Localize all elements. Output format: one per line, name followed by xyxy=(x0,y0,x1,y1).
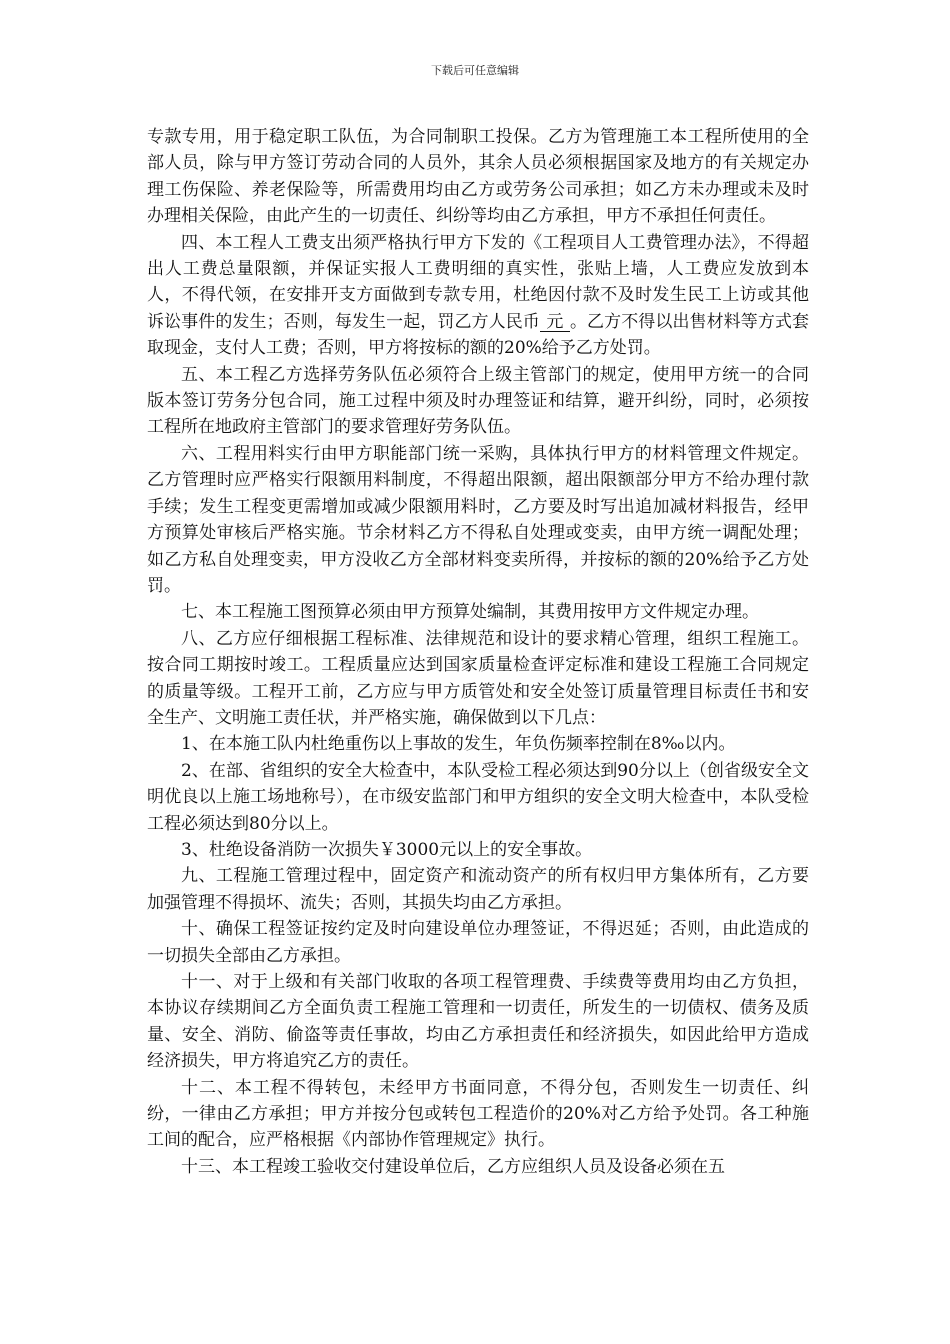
paragraph-article-9: 九、工程施工管理过程中，固定资产和流动资产的所有权归甲方集体所有，乙方要加强管理不得损坏、流失；否则，其损失均由乙方承担。 xyxy=(147,866,809,913)
paragraph-article-4 xyxy=(147,230,809,362)
paragraph-article-8: 八、乙方应仔细根据工程标准、法律规范和设计的要求精心管理，组织工程施工。按合同工期按时竣工。工程质量应达到国家质量检查评定标准和建设工程施工合同规定的质量等级。工程开工前，乙方应与甲方质管处和安全处签订质量管理目标责任书和安全生产、文明施工责任状，并严格实施，确保做到以下几点： xyxy=(147,628,809,728)
document-body xyxy=(147,124,809,1180)
article-4-text-part1: 四、本工程人工费支出须严格执行甲方下发的《工程项目人工费管理办法》，不得超出人工费总量限额，并保证实报人工费明细的真实性，张贴上墙，人工费应发放到本人，不得代领，在安排开支方面做到专款专用，杜绝因付款不及时发生民工上访或其他诉讼事件的发生；否则，每发生一起，罚乙方人民币 xyxy=(147,232,809,332)
article-4-text-part2: 。乙方不得以出售材料等方式套取现金，支付人工费；否则，甲方将按标的额的20%给予乙方处罚。 xyxy=(147,311,810,359)
paragraph-insurance: 专款专用，用于稳定职工队伍，为合同制职工投保。乙方为管理施工本工程所使用的全部人员，除与甲方签订劳动合同的人员外，其余人员必须根据国家及地方的有关规定办理工伤保险、养老保险等，所需费用均由乙方或劳务公司承担；如乙方未办理或未及时办理相关保险，由此产生的一切责任、纠纷等均由乙方承担，甲方不承担任何责任。 xyxy=(147,127,809,227)
paragraph-article-7: 七、本工程施工图预算必须由甲方预算处编制，其费用按甲方文件规定办理。 xyxy=(181,602,759,623)
list-item-1: 1、在本施工队内杜绝重伤以上事故的发生，年负伤频率控制在8‰以内。 xyxy=(181,734,736,755)
paragraph-article-10: 十、确保工程签证按约定及时向建设单位办理签证，不得迟延；否则，由此造成的一切损失全部由乙方承担。 xyxy=(147,919,809,966)
page-header: 下载后可任意编辑 xyxy=(431,64,519,77)
paragraph-article-12: 十二、本工程不得转包，未经甲方书面同意，不得分包，否则发生一切责任、纠纷，一律由乙方承担；甲方并按分包或转包工程造价的20%对乙方给予处罚。各工种施工间的配合，应严格根据《内部协作管理规定》执行。 xyxy=(147,1077,809,1151)
paragraph-article-11: 十一、对于上级和有关部门收取的各项工程管理费、手续费等费用均由乙方负担，本协议存续期间乙方全面负责工程施工管理和一切责任，所发生的一切债权、债务及质量、安全、消防、偷盗等责任事故，均由乙方承担责任和经济损失，如因此给甲方造成经济损失，甲方将追究乙方的责任。 xyxy=(147,972,809,1072)
list-item-3: 3、杜绝设备消防一次损失￥3000元以上的安全事故。 xyxy=(181,839,593,860)
paragraph-article-13: 十三、本工程竣工验收交付建设单位后，乙方应组织人员及设备必须在五 xyxy=(181,1156,725,1177)
paragraph-article-6: 六、工程用料实行由甲方职能部门统一采购，具体执行甲方的材料管理文件规定。乙方管理时应严格实行限额用料制度，不得超出限额，超出限额部分甲方不给办理付款手续；发生工程变更需增加或减少限额用料时，乙方要及时写出追加减材料报告，经甲方预算处审核后严格实施。节余材料乙方不得私自处理或变卖，由甲方统一调配处理；如乙方私自处理变卖，甲方没收乙方全部材料变卖所得，并按标的额的20%给予乙方处罚。 xyxy=(147,443,809,596)
list-item-2: 2、在部、省组织的安全大检查中，本队受检工程必须达到90分以上（创省级安全文明优良以上施工场地称号），在市级安监部门和甲方组织的安全文明大检查中，本队受检工程必须达到80分以上。 xyxy=(147,760,809,834)
paragraph-article-5: 五、本工程乙方选择劳务队伍必须符合上级主管部门的规定，使用甲方统一的合同版本签订劳务分包合同，施工过程中须及时办理签证和结算，避开纠纷，同时，必须按工程所在地政府主管部门的要求管理好劳务队伍。 xyxy=(147,364,809,438)
fine-amount-blank: 元 xyxy=(540,313,570,332)
